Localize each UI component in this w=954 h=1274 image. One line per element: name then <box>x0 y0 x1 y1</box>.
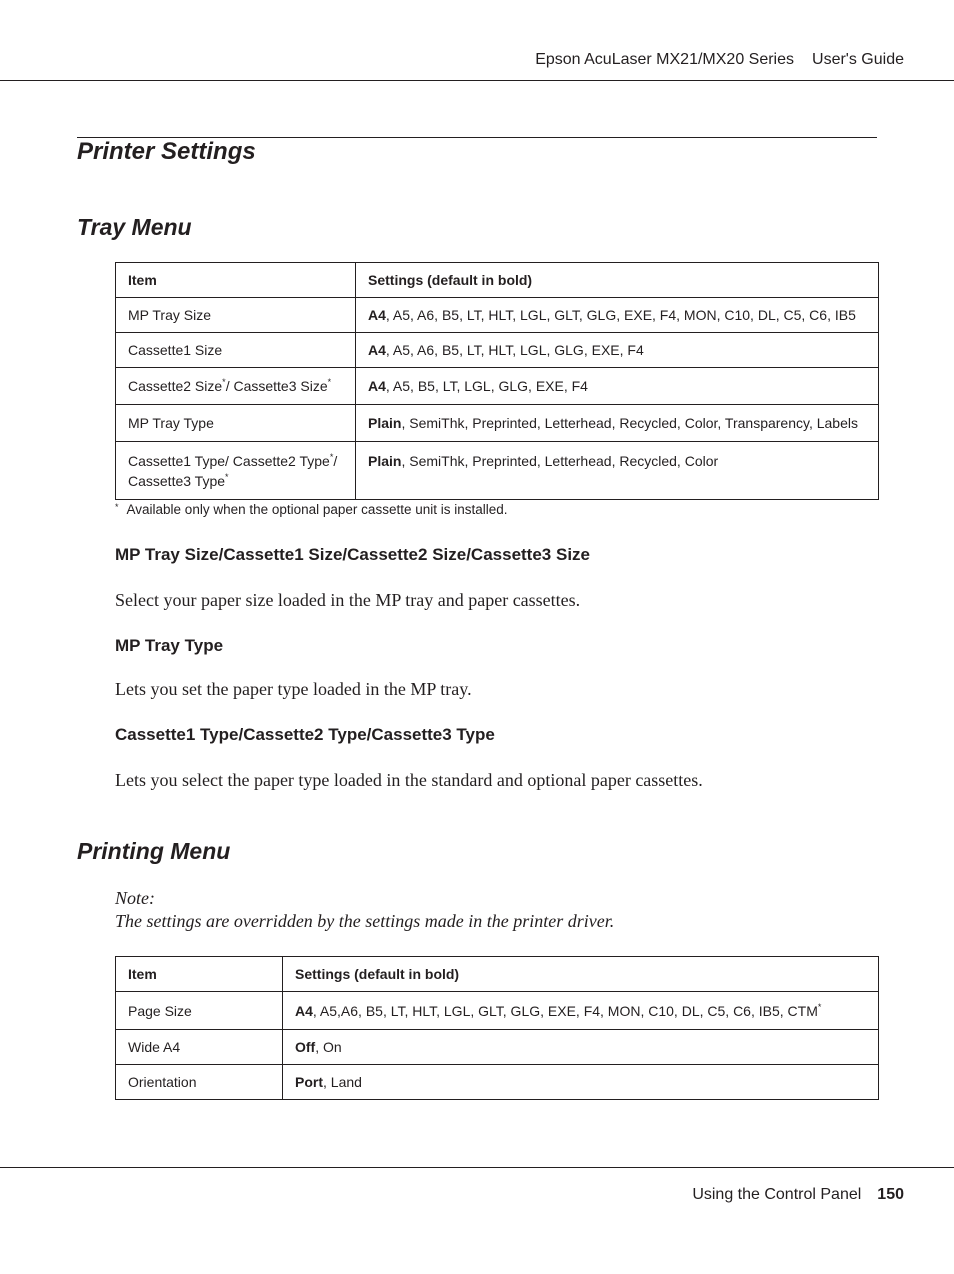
table-row <box>116 1030 879 1065</box>
other-values: , A5, A6, B5, LT, HLT, LGL, GLG, EXE, F4 <box>385 342 644 358</box>
table-row <box>116 992 879 1030</box>
table-row <box>116 298 879 333</box>
default-value: Port <box>295 1074 323 1090</box>
default-value: A4 <box>295 1002 313 1019</box>
col-header-item: Item <box>116 263 356 298</box>
settings-cell <box>283 1065 879 1100</box>
settings-cell <box>356 405 879 442</box>
printing-menu-heading: Printing Menu <box>77 838 231 864</box>
item-cell: MP Tray Type <box>116 405 356 442</box>
default-value: Plain <box>368 415 402 431</box>
settings-cell <box>283 992 879 1030</box>
default-value: Off <box>295 1039 316 1055</box>
settings-cell <box>356 333 879 368</box>
settings-cell <box>356 442 879 500</box>
item-text: Cassette1 Type/ Cassette2 Type <box>128 453 330 469</box>
item-text: / <box>333 453 338 469</box>
item-text: Cassette3 Type <box>128 473 226 489</box>
table-row <box>116 405 879 442</box>
subsection-text: Lets you set the paper type loaded in the MP tray. <box>115 679 472 699</box>
footnote-mark: * <box>222 377 226 387</box>
footnote-text: Available only when the optional paper cassette unit is installed. <box>126 502 508 517</box>
item-cell: Wide A4 <box>116 1030 283 1065</box>
other-values: , Land <box>323 1074 362 1090</box>
product-name: Epson AcuLaser MX21/MX20 Series <box>535 51 795 68</box>
other-values: , A5, A6, B5, LT, HLT, LGL, GLT, GLG, EXE, F4, MON, C10, DL, C5, C6, IB5 <box>385 307 856 323</box>
default-value: Plain <box>368 453 402 469</box>
subsection-title: Cassette1 Type/Cassette2 Type/Cassette3 Type <box>115 725 495 744</box>
item-cell: Cassette1 Size <box>116 333 356 368</box>
footer-rule <box>0 1167 954 1168</box>
other-values: , SemiThk, Preprinted, Letterhead, Recycled, Color, Transparency, Labels <box>401 415 858 431</box>
page-number: 150 <box>877 1186 904 1203</box>
table-row <box>116 1065 879 1100</box>
default-value: A4 <box>368 378 386 394</box>
settings-cell <box>356 368 879 405</box>
other-values: , A5, B5, LT, LGL, GLG, EXE, F4 <box>385 378 588 394</box>
note-text: The settings are overridden by the settings made in the printer driver. <box>115 911 615 931</box>
guide-name: User's Guide <box>812 51 904 68</box>
subsection-text: Select your paper size loaded in the MP tray and paper cassettes. <box>115 590 581 610</box>
footnote-mark: * <box>225 472 229 482</box>
other-values: , SemiThk, Preprinted, Letterhead, Recycled, Color <box>401 453 719 469</box>
table-footnote <box>115 502 508 517</box>
item-cell: Page Size <box>116 992 283 1030</box>
table-row <box>116 333 879 368</box>
printing-menu-table <box>115 956 879 1100</box>
tray-menu-heading: Tray Menu <box>77 214 192 240</box>
table-row <box>116 442 879 500</box>
item-cell <box>116 368 356 405</box>
footnote-mark: * <box>115 502 119 512</box>
table-header-row <box>116 263 879 298</box>
header-rule <box>0 80 954 81</box>
subsection-title: MP Tray Size/Cassette1 Size/Cassette2 Size/Cassette3 Size <box>115 545 590 564</box>
page-title: Printer Settings <box>77 138 256 165</box>
default-value: A4 <box>368 342 386 358</box>
col-header-settings: Settings (default in bold) <box>283 957 879 992</box>
chapter-name: Using the Control Panel <box>692 1186 862 1203</box>
item-cell <box>116 442 356 500</box>
item-cell: MP Tray Size <box>116 298 356 333</box>
default-value: A4 <box>368 307 386 323</box>
item-text: Cassette2 Size <box>128 378 223 394</box>
tray-menu-table <box>115 262 879 500</box>
footnote-mark: * <box>327 377 332 387</box>
running-header <box>535 51 904 69</box>
item-text: / Cassette3 Size <box>225 378 328 394</box>
note-label: Note: <box>115 888 155 908</box>
table-header-row <box>116 957 879 992</box>
running-footer <box>692 1186 904 1204</box>
subsection-text: Lets you select the paper type loaded in the standard and optional paper cassettes. <box>115 770 703 790</box>
other-values: , On <box>315 1039 342 1055</box>
footnote-mark: * <box>329 452 334 462</box>
table-row <box>116 368 879 405</box>
other-values: , A5,A6, B5, LT, HLT, LGL, GLT, GLG, EXE, F4, MON, C10, DL, C5, C6, IB5, CTM <box>312 1002 818 1019</box>
footnote-mark: * <box>817 1001 822 1012</box>
col-header-item: Item <box>116 957 283 992</box>
settings-cell <box>283 1030 879 1065</box>
item-cell: Orientation <box>116 1065 283 1100</box>
col-header-settings: Settings (default in bold) <box>356 263 879 298</box>
settings-cell <box>356 298 879 333</box>
subsection-title: MP Tray Type <box>115 636 224 655</box>
